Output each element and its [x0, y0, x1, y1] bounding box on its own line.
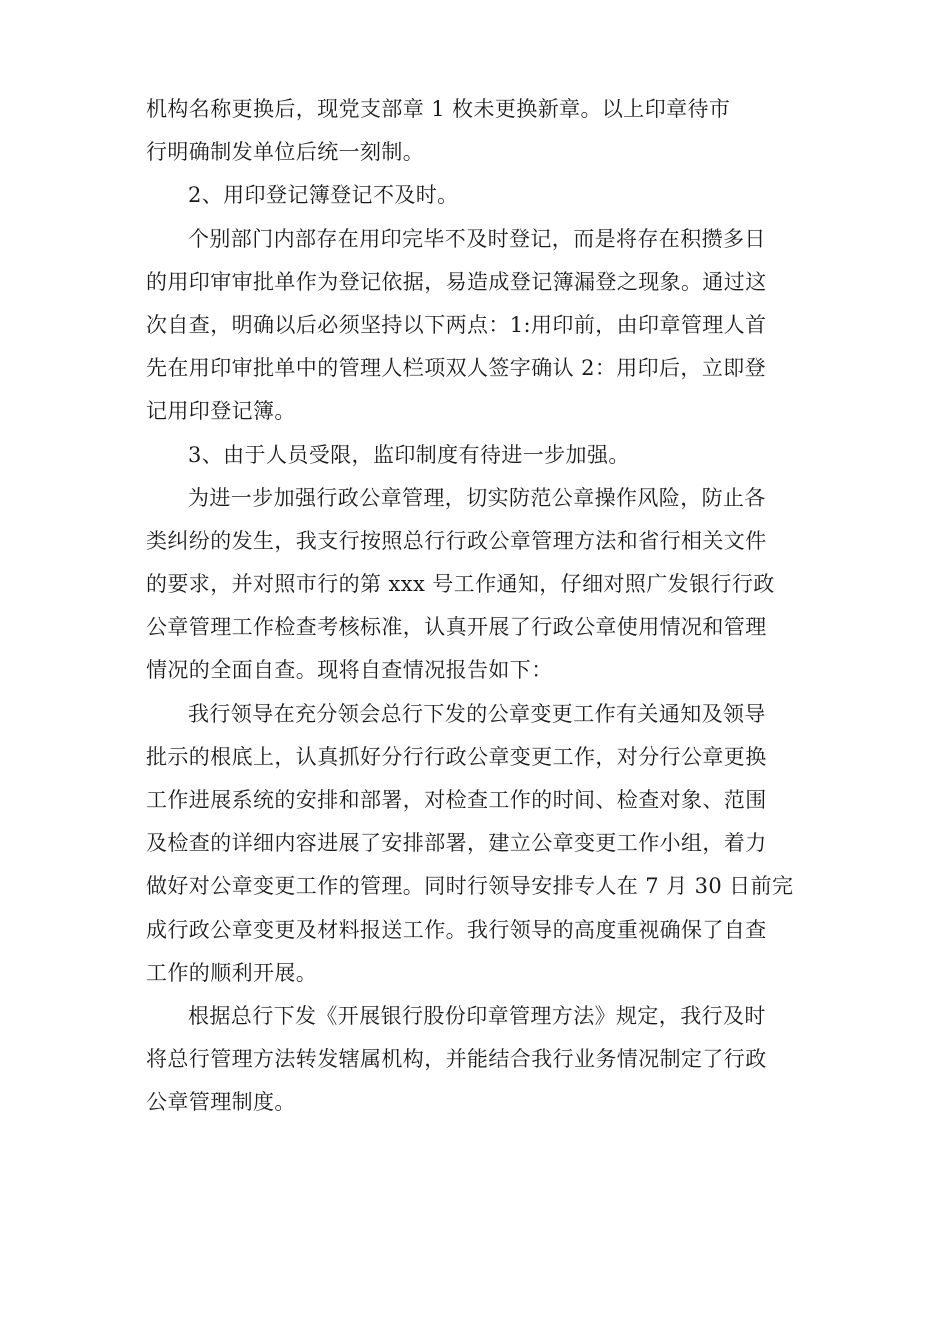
- text-line: 成行政公章变更及材料报送工作。我行领导的高度重视确保了自查: [146, 917, 767, 942]
- text-line: 公章管理工作检查考核标准，认真开展了行政公章使用情况和管理: [146, 615, 767, 640]
- text-line: 记用印登记簿。: [146, 399, 296, 424]
- text-line: 次自查，明确以后必须坚持以下两点：1:用印前，由印章管理人首: [146, 312, 767, 337]
- text-line: 将总行管理方法转发辖属机构，并能结合我行业务情况制定了行政: [146, 1047, 767, 1072]
- text-line: 先在用印审批单中的管理人栏项双人签字确认 2：用印后，立即登: [146, 356, 767, 381]
- text-line: 工作的顺利开展。: [146, 960, 318, 985]
- text-line: 公章管理制度。: [146, 1090, 296, 1115]
- text-line: 情况的全面自查。现将自查情况报告如下：: [146, 658, 553, 683]
- text-line: 及检查的详细内容进展了安排部署，建立公章变更工作小组，着力: [146, 831, 767, 856]
- text-line: 机构名称更换后，现党支部章 1 枚未更换新章。以上印章待市: [146, 97, 731, 121]
- text-line: 我行领导在充分领会总行下发的公章变更工作有关通知及领导: [188, 701, 766, 726]
- text-line: 类纠纷的发生，我支行按照总行行政公章管理方法和省行相关文件: [146, 528, 767, 553]
- text-line: 批示的根底上，认真抓好分行行政公章变更工作，对分行公章更换: [146, 744, 767, 769]
- section-heading: 3、由于人员受限，监印制度有待进一步加强。: [188, 442, 630, 467]
- text-line: 为进一步加强行政公章管理，切实防范公章操作风险，防止各: [188, 485, 766, 510]
- document-body: [146, 88, 806, 1125]
- text-line: 根据总行下发《开展银行股份印章管理方法》规定，我行及时: [188, 1003, 766, 1028]
- text-line: 的用印审审批单作为登记依据，易造成登记簿漏登之现象。通过这: [146, 269, 767, 294]
- text-line: 工作进展系统的安排和部署，对检查工作的时间、检查对象、范围: [146, 788, 767, 812]
- text-line: 行明确制发单位后统一刻制。: [146, 140, 425, 165]
- text-line: 的要求，并对照市行的第 xxx 号工作通知，仔细对照广发银行行政: [146, 572, 775, 597]
- section-heading: 2、用印登记簿登记不及时。: [188, 183, 459, 208]
- text-line: 做好对公章变更工作的管理。同时行领导安排专人在 7 月 30 日前完: [146, 874, 794, 899]
- text-line: 个别部门内部存在用印完毕不及时登记，而是将存在积攒多日: [188, 226, 766, 251]
